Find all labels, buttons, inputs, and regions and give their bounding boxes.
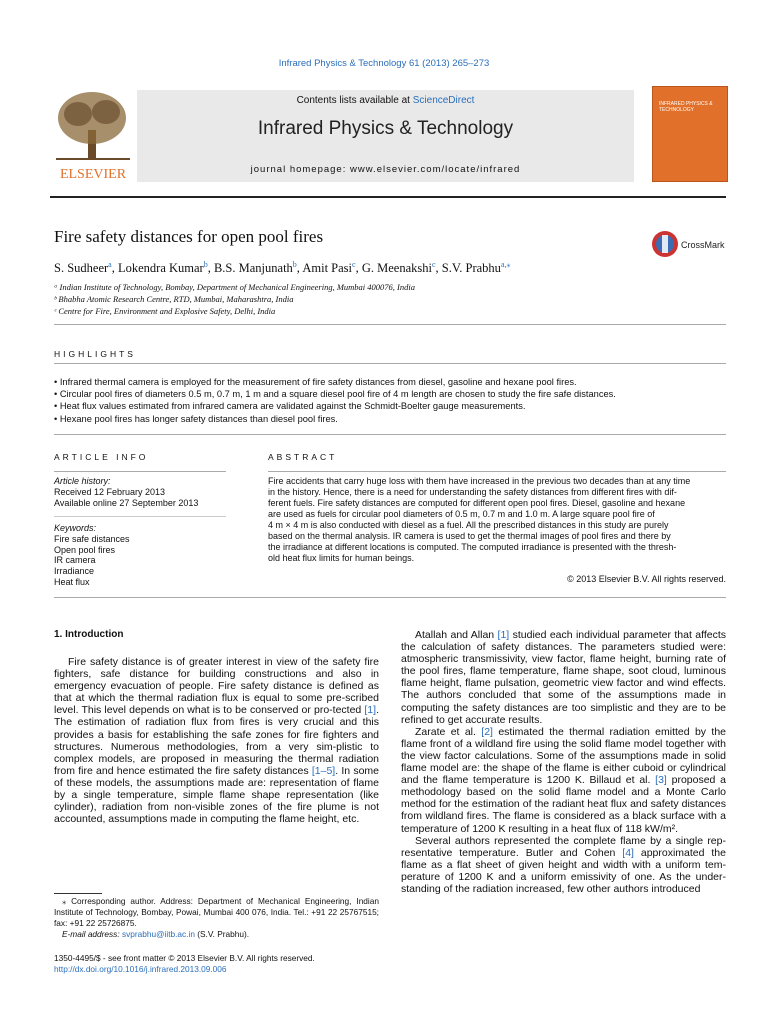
citation-link[interactable]: [4] bbox=[622, 846, 634, 859]
keywords-label: Keywords: bbox=[54, 523, 97, 533]
author-affiliation-mark[interactable]: b bbox=[203, 260, 208, 269]
abstract-line: the irradiance at different locations is computed. The computed irradiance is presented with the thresh- bbox=[268, 542, 677, 552]
highlights-heading: HIGHLIGHTS bbox=[54, 349, 136, 359]
divider bbox=[268, 471, 726, 472]
citation-link[interactable]: [1–5] bbox=[311, 764, 336, 777]
citation-link[interactable]: [1] bbox=[364, 704, 377, 717]
author-name: S.V. Prabhu bbox=[441, 261, 501, 276]
contents-line bbox=[137, 95, 634, 106]
page-footer bbox=[54, 953, 315, 975]
affiliation-b: ᵇ Bhabha Atomic Research Centre, RTD, Mumbai, Maharashtra, India bbox=[54, 294, 294, 304]
journal-reference[interactable]: Infrared Physics & Technology 61 (2013) 265–273 bbox=[278, 58, 490, 69]
paragraph: Atallah and Allan [1] studied each individual parameter that affects the calculation of safety distances. The parameters studied were: atmospheric transmissivity, view factor, flame height, burning rate of the pool fires, flame temperature, flame shape, soot cloud, luminous flame height, flame pulsation, geometric view factor and wind effects. The authors concluded that some of the assumptions made in computing the safety distances are too simplistic and they are to be refined to get accurate results. bbox=[401, 629, 726, 726]
divider bbox=[54, 597, 726, 598]
keyword: Heat flux bbox=[54, 576, 90, 587]
elsevier-logo bbox=[50, 88, 136, 182]
author-affiliation-mark[interactable]: a bbox=[108, 260, 112, 269]
author-list: S. Sudheer$^a$, Lokendra Kumar$^b$, B.S. Manjunath$^b$, Amit Pasi$^c$, G. Meenakshi$^c$, S.V. Prabhu$^{a,⁎}$ bbox=[54, 260, 511, 276]
highlight-item: • Infrared thermal camera is employed for the measurement of fire safety distances from diesel, gasoline and hexane pool fires. bbox=[54, 377, 577, 387]
crossmark-badge[interactable] bbox=[651, 229, 729, 259]
divider bbox=[54, 363, 726, 364]
citation-link[interactable]: [2] bbox=[481, 725, 493, 738]
highlight-item: • Hexane pool fires has longer safety distances than diesel pool fires. bbox=[54, 413, 338, 424]
journal-cover-image bbox=[652, 86, 728, 182]
affiliation-a: ᵃ Indian Institute of Technology, Bombay, Department of Mechanical Engineering, Mumbai 400076, India bbox=[54, 282, 415, 292]
abstract-copyright: © 2013 Elsevier B.V. All rights reserved. bbox=[567, 574, 726, 584]
online-date: Available online 27 September 2013 bbox=[54, 498, 199, 508]
keyword: Fire safe distances bbox=[54, 533, 130, 544]
abstract-line: Fire accidents that carry huge loss with them have increased in the previous two decades than at any time bbox=[268, 476, 691, 486]
email-link[interactable]: svprabhu@iitb.ac.in bbox=[121, 929, 195, 939]
author-name: G. Meenakshi bbox=[361, 261, 432, 276]
header-divider bbox=[50, 196, 726, 198]
issn-line: 1350-4495/$ - see front matter © 2013 Elsevier B.V. All rights reserved. bbox=[54, 953, 315, 963]
email-suffix: (S.V. Prabhu). bbox=[194, 929, 250, 939]
abstract-line: old heat flux limits for human beings. bbox=[268, 553, 415, 563]
abstract-line: 4 m × 4 m is also conducted with diesel as a fuel. All the prescribed distances in this study are purely bbox=[268, 520, 669, 530]
highlight-item: • Circular pool fires of diameters 0.5 m, 0.7 m, 1 m and a square diesel pool fire of 4 m length are chosen to study the fire safe distances. bbox=[54, 389, 616, 400]
keyword: Open pool fires bbox=[54, 544, 116, 555]
author-name: Amit Pasi bbox=[302, 261, 353, 276]
abstract-line: in the history. Hence, there is a need for understanding the safety distances from different fires with dif- bbox=[268, 487, 677, 497]
body-column-right bbox=[401, 629, 726, 895]
affiliation-c: ᶜ Centre for Fire, Environment and Explosive Safety, Delhi, India bbox=[54, 306, 276, 316]
abstract-line: ferent fuels. Fire safety distances are computed for different open pool fires. Diesel, gasoline and hexane bbox=[268, 498, 686, 508]
history-label: Article history: bbox=[54, 476, 111, 486]
corresponding-author-footnote bbox=[54, 896, 379, 940]
citation-link[interactable]: [3] bbox=[655, 774, 667, 787]
author-affiliation-mark[interactable]: a,⁎ bbox=[500, 260, 511, 269]
abstract-heading: ABSTRACT bbox=[268, 452, 338, 462]
author-name: B.S. Manjunath bbox=[213, 261, 293, 276]
sciencedirect-link[interactable]: ScienceDirect bbox=[412, 95, 475, 106]
article-title: Fire safety distances for open pool fires bbox=[54, 227, 324, 246]
author-affiliation-mark[interactable]: c bbox=[431, 260, 436, 269]
author-affiliation-mark[interactable]: c bbox=[352, 260, 356, 269]
journal-name: Infrared Physics & Technology bbox=[257, 118, 514, 139]
elsevier-logo-text: ELSEVIER bbox=[59, 167, 127, 182]
journal-homepage[interactable]: journal homepage: www.elsevier.com/locate/infrared bbox=[250, 164, 521, 175]
keywords-block bbox=[54, 523, 234, 588]
crossmark-label: CrossMark bbox=[681, 240, 725, 250]
abstract-text bbox=[268, 476, 726, 564]
author-affiliation-mark[interactable]: b bbox=[292, 260, 297, 269]
author-name: S. Sudheer bbox=[54, 261, 109, 276]
body-column-left bbox=[54, 656, 379, 825]
divider bbox=[54, 434, 726, 435]
footnote-text: ⁎ Corresponding author. Address: Department of Mechanical Engineering, Indian Institute of Technology, Bombay, Powai, Mumbai 400 076, India. Tel.: +91 22 25767515; fax: +91 22 25726875. bbox=[54, 896, 379, 928]
keyword: IR camera bbox=[54, 555, 96, 566]
abstract-line: are used as fuels for circular pool diameters of 0.5 m, 0.7 m and 1.0 m. A large square pool fire of bbox=[268, 509, 655, 519]
keyword: Irradiance bbox=[54, 566, 95, 577]
contents-prefix: Contents lists available at bbox=[296, 95, 413, 106]
footnote-divider bbox=[54, 893, 102, 894]
received-date: Received 12 February 2013 bbox=[54, 487, 166, 497]
doi-link[interactable]: http://dx.doi.org/10.1016/j.infrared.2013.09.006 bbox=[54, 964, 227, 974]
paragraph: Several authors represented the complete flame by a single rep-resentative temperature. Butler and Cohen [4] approximated the flame as a flat sheet of given height and width with a uniform tem-perature of 1200 K and a uniform emissivity of one. As the under-standing of the radiation increased, few other authors introduced bbox=[401, 834, 726, 895]
section-heading-introduction: 1. Introduction bbox=[54, 629, 124, 640]
divider bbox=[54, 516, 226, 517]
email-label: E-mail address: bbox=[62, 929, 122, 939]
abstract-line: based on the thermal analysis. IR camera is used to get the thermal images of pool fires and there by bbox=[268, 531, 671, 541]
cover-title: INFRARED PHYSICS & TECHNOLOGY bbox=[659, 101, 713, 113]
highlight-item: • Heat flux values estimated from infrared camera are validated against the Schmidt-Boelter gauge measurements. bbox=[54, 401, 526, 412]
paragraph: Fire safety distance is of greater interest in view of the safety fire fighters, safe distance for building constructions and also in emergency evacuation of people. Fire safety distance is defined as that at which the thermal radiation flux is equal to some pre-scribed level. This level depends on what is to be conserved or pro-tected [1]. The estimation of radiation flux from fires is very crucial and this provides a basis for establishing the safe zones for fire fighters and structures. Numerous methodologies, from a very sim-plistic to complex models, are proposed in measuring the thermal radiation from fire and hence estimated the fire safety distances [1–5]. In some of these models, the assumptions made are: representation of flame by a single temperature, simple flame shape representation (like cylinder), radiation from non-visible zones of the fire plume is not accounted, assumptions made in computing the flame height, etc. bbox=[54, 656, 380, 826]
author-name: Lokendra Kumar bbox=[117, 261, 204, 276]
divider bbox=[54, 324, 726, 325]
highlights-list bbox=[54, 376, 734, 425]
article-history bbox=[54, 476, 234, 509]
article-info-heading: ARTICLE INFO bbox=[54, 452, 149, 462]
divider bbox=[54, 471, 226, 472]
paragraph: Zarate et al. [2] estimated the thermal radiation emitted by the flame front of a wildland fire using the solid flame model together with the view factor calculations. Some of the assumptions made in solid flame model are: the shape of the flame is either cuboid or cylindrical and the flame temperature is 1200 K. Billaud et al. [3] proposed a methodology based on the solid flame model and a Monte Carlo method for the estimation of the radiant heat flux and safety distances from wildland fires. The flame is considered as a black surface with a temperature of 1200 K resulting in a heat flux of 118 kW/m². bbox=[401, 725, 727, 835]
citation-link[interactable]: [1] bbox=[497, 629, 510, 641]
